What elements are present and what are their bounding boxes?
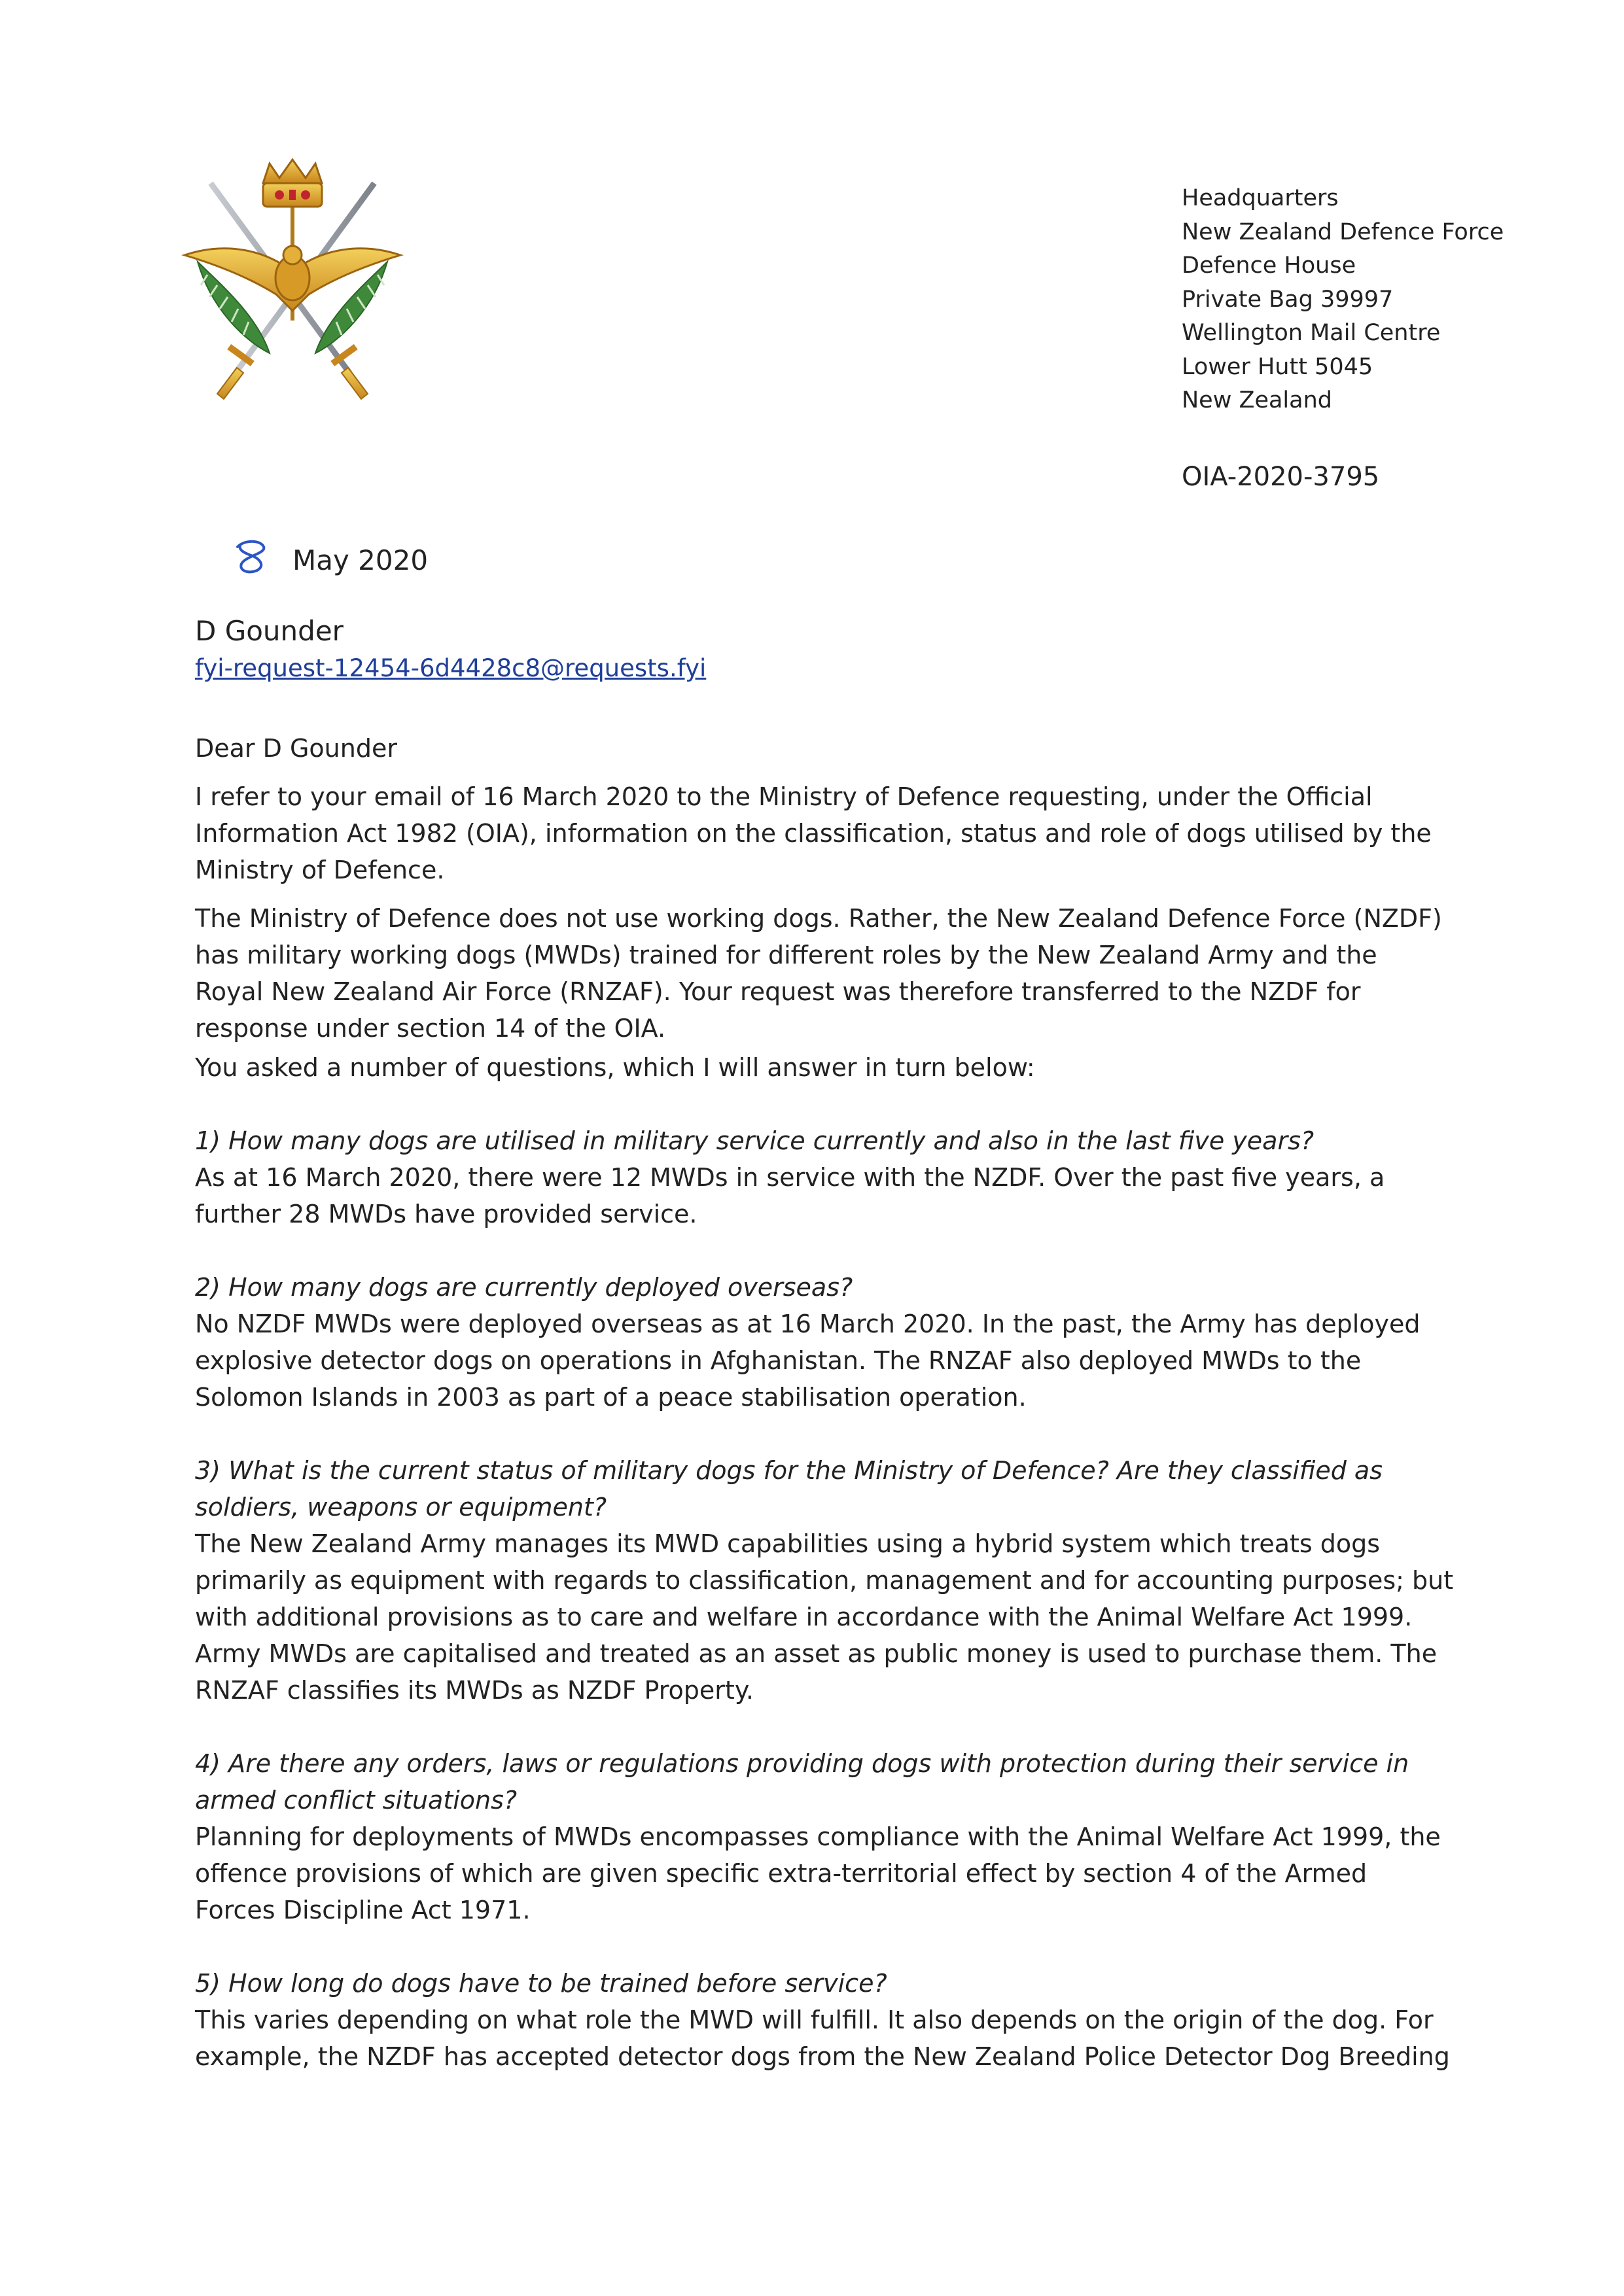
question-line: 3) What is the current status of military dogs for the Ministry of Defence? Are they classified as <box>195 1456 1383 1485</box>
intro-paragraph-1 <box>195 778 1438 888</box>
body-line: Ministry of Defence. <box>195 856 445 884</box>
answer-line: No NZDF MWDs were deployed overseas as at 16 March 2020. In the past, the Army has deployed <box>195 1310 1421 1338</box>
answer-4 <box>195 1818 1441 1928</box>
answer-line: primarily as equipment with regards to classification, management and for accounting purposes; but <box>195 1566 1454 1595</box>
question-1 <box>195 1122 1438 1159</box>
question-line: 2) How many dogs are currently deployed overseas? <box>195 1273 853 1302</box>
intro-paragraph-3 <box>195 1049 1438 1086</box>
address-line: Wellington Mail Centre <box>1182 320 1441 346</box>
answer-line: RNZAF classifies its MWDs as NZDF Property. <box>195 1676 754 1705</box>
nzdf-crest-icon <box>171 157 414 406</box>
body-line: response under section 14 of the OIA. <box>195 1014 666 1043</box>
question-2 <box>195 1269 1438 1306</box>
answer-line: Forces Discipline Act 1971. <box>195 1896 531 1924</box>
question-line: 5) How long do dogs have to be trained before service? <box>195 1969 887 1998</box>
body-line: The Ministry of Defence does not use working dogs. Rather, the New Zealand Defence Force (NZDF) <box>195 904 1442 933</box>
answer-line: with additional provisions as to care and welfare in accordance with the Animal Welfare Act 1999. <box>195 1603 1413 1631</box>
address-line: Headquarters <box>1182 185 1339 211</box>
intro-paragraph-2 <box>195 900 1442 1047</box>
letterhead-address <box>1182 182 1504 418</box>
letter-body <box>195 730 1454 2075</box>
answer-3 <box>195 1525 1454 1709</box>
answer-1 <box>195 1159 1438 1232</box>
question-line: armed conflict situations? <box>195 1786 518 1815</box>
date-month-year: May 2020 <box>292 544 429 576</box>
answer-line: Army MWDs are capitalised and treated as an asset as public money is used to purchase them. The <box>195 1639 1438 1668</box>
answer-line: offence provisions of which are given specific extra-territorial effect by section 4 of the Armed <box>195 1859 1368 1888</box>
crown <box>263 160 322 207</box>
answer-5 <box>195 2002 1450 2075</box>
answer-2 <box>195 1306 1438 1416</box>
answer-line: Planning for deployments of MWDs encompasses compliance with the Animal Welfare Act 1999, the <box>195 1822 1441 1851</box>
address-line: New Zealand <box>1182 387 1332 413</box>
answer-line: As at 16 March 2020, there were 12 MWDs in service with the NZDF. Over the past five years, a <box>195 1163 1385 1192</box>
address-line: Lower Hutt 5045 <box>1182 353 1373 380</box>
answer-line: example, the NZDF has accepted detector dogs from the New Zealand Police Detector Dog Breeding <box>195 2042 1450 2071</box>
question-5 <box>195 1965 1438 2002</box>
body-line: I refer to your email of 16 March 2020 to the Ministry of Defence requesting, under the Official <box>195 782 1373 811</box>
recipient-email-link[interactable]: fyi-request-12454-6d4428c8@requests.fyi <box>195 654 707 682</box>
address-line: Defence House <box>1182 252 1356 279</box>
oia-reference: OIA-2020-3795 <box>1182 462 1380 492</box>
question-3 <box>195 1452 1438 1525</box>
answer-line: The New Zealand Army manages its MWD capabilities using a hybrid system which treats dogs <box>195 1529 1381 1558</box>
body-line: You asked a number of questions, which I will answer in turn below: <box>195 1053 1035 1082</box>
answer-line: Solomon Islands in 2003 as part of a peace stabilisation operation. <box>195 1383 1027 1412</box>
salutation: Dear D Gounder <box>195 734 397 763</box>
question-line: 1) How many dogs are utilised in military service currently and also in the last five years? <box>195 1126 1315 1155</box>
question-line: soldiers, weapons or equipment? <box>195 1493 607 1522</box>
answer-line: further 28 MWDs have provided service. <box>195 1200 697 1228</box>
body-line: Royal New Zealand Air Force (RNZAF). Your request was therefore transferred to the NZDF for <box>195 977 1361 1006</box>
question-line: 4) Are there any orders, laws or regulations providing dogs with protection during their service in <box>195 1749 1409 1778</box>
answer-line: This varies depending on what role the MWD will fulfill. It also depends on the origin of the dog. For <box>195 2006 1434 2034</box>
handwritten-day <box>232 538 272 577</box>
address-line: New Zealand Defence Force <box>1182 218 1504 245</box>
body-line: has military working dogs (MWDs) trained for different roles by the New Zealand Army and the <box>195 941 1377 969</box>
recipient-name: D Gounder <box>195 615 344 647</box>
question-4 <box>195 1745 1438 1818</box>
answer-line: explosive detector dogs on operations in Afghanistan. The RNZAF also deployed MWDs to the <box>195 1346 1362 1375</box>
body-line: Information Act 1982 (OIA), information on the classification, status and role of dogs utilised by the <box>195 819 1432 848</box>
address-line: Private Bag 39997 <box>1182 286 1394 313</box>
